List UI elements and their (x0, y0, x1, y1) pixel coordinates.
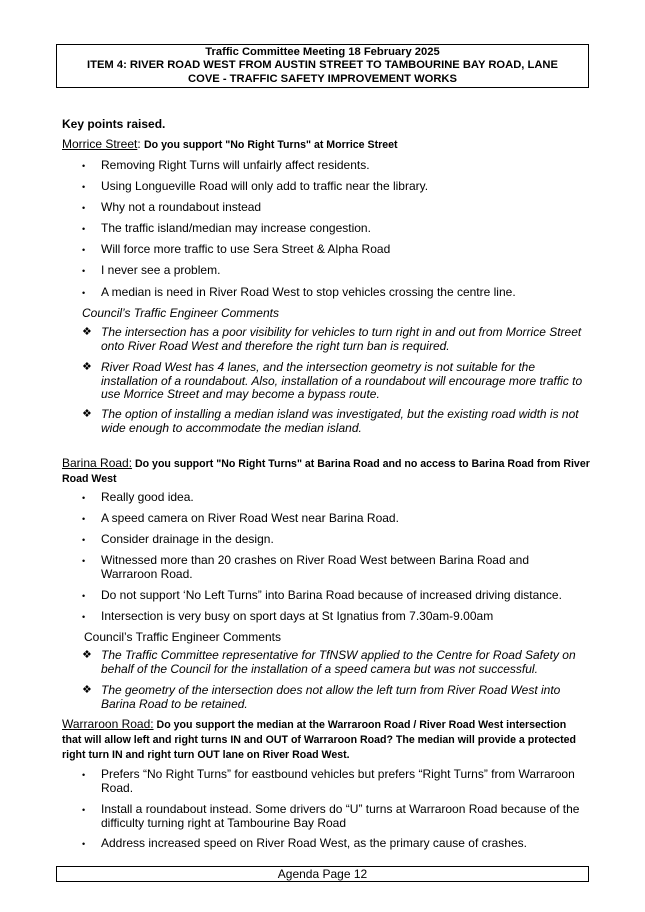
morrice-comments-title: Council’s Traffic Engineer Comments (82, 306, 279, 320)
diamond-bullet-icon: ❖ (82, 408, 92, 420)
bullet-icon: • (82, 535, 86, 545)
page-footer: Agenda Page 12 (56, 866, 589, 882)
bullet-text: I never see a problem. (101, 263, 221, 277)
bullet-icon: • (82, 266, 86, 276)
warraroon-heading (62, 717, 587, 762)
bullet-icon: • (82, 556, 86, 566)
comment-text: The intersection has a poor visibility for vehicles to turn right in and out from Morrice Street onto River Road West and therefore the right turn ban is required. (101, 325, 582, 353)
barina-heading (62, 456, 592, 486)
bullet-text: Will force more traffic to use Sera Street & Alpha Road (101, 242, 391, 256)
bullet-icon: • (82, 288, 86, 298)
bullet-icon: • (82, 182, 86, 192)
bullet-icon: • (82, 591, 86, 601)
bullet-icon: • (82, 805, 86, 815)
comment-text: The geometry of the intersection does not allow the left turn from River Road West into Barina Road to be retained. (101, 683, 561, 711)
key-points-heading: Key points raised. (62, 117, 166, 131)
bullet-text: Why not a roundabout instead (101, 200, 262, 214)
bullet-icon: • (82, 514, 86, 524)
comment-text: River Road West has 4 lanes, and the intersection geometry is not suitable for the installation of a roundabout. Also, installation of a roundabout will encourage more traffic to use Morrice Street and may become a bypass route. (101, 360, 583, 402)
morrice-heading (62, 137, 592, 152)
bullet-icon: • (82, 612, 86, 622)
bullet-text: Address increased speed on River Road West, as the primary cause of crashes. (101, 836, 527, 850)
barina-road-label: Barina Road: (62, 456, 133, 470)
bullet-icon: • (82, 161, 86, 171)
bullet-text: Prefers “No Right Turns” for eastbound vehicles but prefers “Right Turns” from Warraroon Road. (101, 767, 575, 795)
bullet-icon: • (82, 245, 86, 255)
barina-comments-title: Council’s Traffic Engineer Comments (84, 630, 281, 644)
warraroon-road-label: Warraroon Road: (62, 717, 154, 731)
warraroon-question: Do you support the median at the Warraroon Road / River Road West intersection that will allow left and right turns IN and OUT of Warraroon Road? The median will provide a protected right turn IN and right turn OUT lane on River Road West. (62, 719, 577, 761)
bullet-text: The traffic island/median may increase congestion. (101, 221, 371, 235)
bullet-icon: • (82, 203, 86, 213)
barina-question: Do you support "No Right Turns" at Barina Road and no access to Barina Road from River Road West (62, 458, 590, 485)
header-line-2: ITEM 4: RIVER ROAD WEST FROM AUSTIN STREET TO TAMBOURINE BAY ROAD, LANE (87, 59, 558, 72)
bullet-text: Using Longueville Road will only add to traffic near the library. (101, 179, 429, 193)
comment-text: The option of installing a median island was investigated, but the existing road width is not wide enough to accommodate the median island. (101, 407, 579, 435)
bullet-icon: • (82, 839, 86, 849)
bullet-text: Intersection is very busy on sport days at St Ignatius from 7.30am-9.00am (101, 609, 494, 623)
morrice-sep: : (137, 137, 145, 151)
bullet-icon: • (82, 770, 86, 780)
header-line-3: COVE - TRAFFIC SAFETY IMPROVEMENT WORKS (188, 72, 457, 85)
bullet-text: Do not support ‘No Left Turns” into Barina Road because of increased driving distance. (101, 588, 562, 602)
comment-text: The Traffic Committee representative for TfNSW applied to the Centre for Road Safety on behalf of the Council for the installation of a speed camera but was not successful. (101, 648, 576, 676)
diamond-bullet-icon: ❖ (82, 684, 92, 696)
bullet-text: Install a roundabout instead. Some drivers do “U” turns at Warraroon Road because of the difficulty turning right at Tambourine Bay Road (101, 802, 580, 830)
morrice-question: Do you support "No Right Turns" at Morrice Street (144, 139, 398, 151)
bullet-icon: • (82, 224, 86, 234)
bullet-text: Witnessed more than 20 crashes on River Road West between Barina Road and Warraroon Road. (101, 553, 530, 581)
morrice-street-label: Morrice Street (62, 137, 138, 151)
page-header (56, 44, 589, 88)
bullet-text: A median is need in River Road West to stop vehicles crossing the centre line. (101, 285, 516, 299)
bullet-text: Really good idea. (101, 490, 194, 504)
diamond-bullet-icon: ❖ (82, 649, 92, 661)
header-line-1: Traffic Committee Meeting 18 February 2025 (205, 46, 440, 58)
bullet-text: A speed camera on River Road West near Barina Road. (101, 511, 399, 525)
bullet-text: Consider drainage in the design. (101, 532, 274, 546)
bullet-text: Removing Right Turns will unfairly affect residents. (101, 158, 370, 172)
diamond-bullet-icon: ❖ (82, 361, 92, 373)
bullet-icon: • (82, 493, 86, 503)
diamond-bullet-icon: ❖ (82, 326, 92, 338)
